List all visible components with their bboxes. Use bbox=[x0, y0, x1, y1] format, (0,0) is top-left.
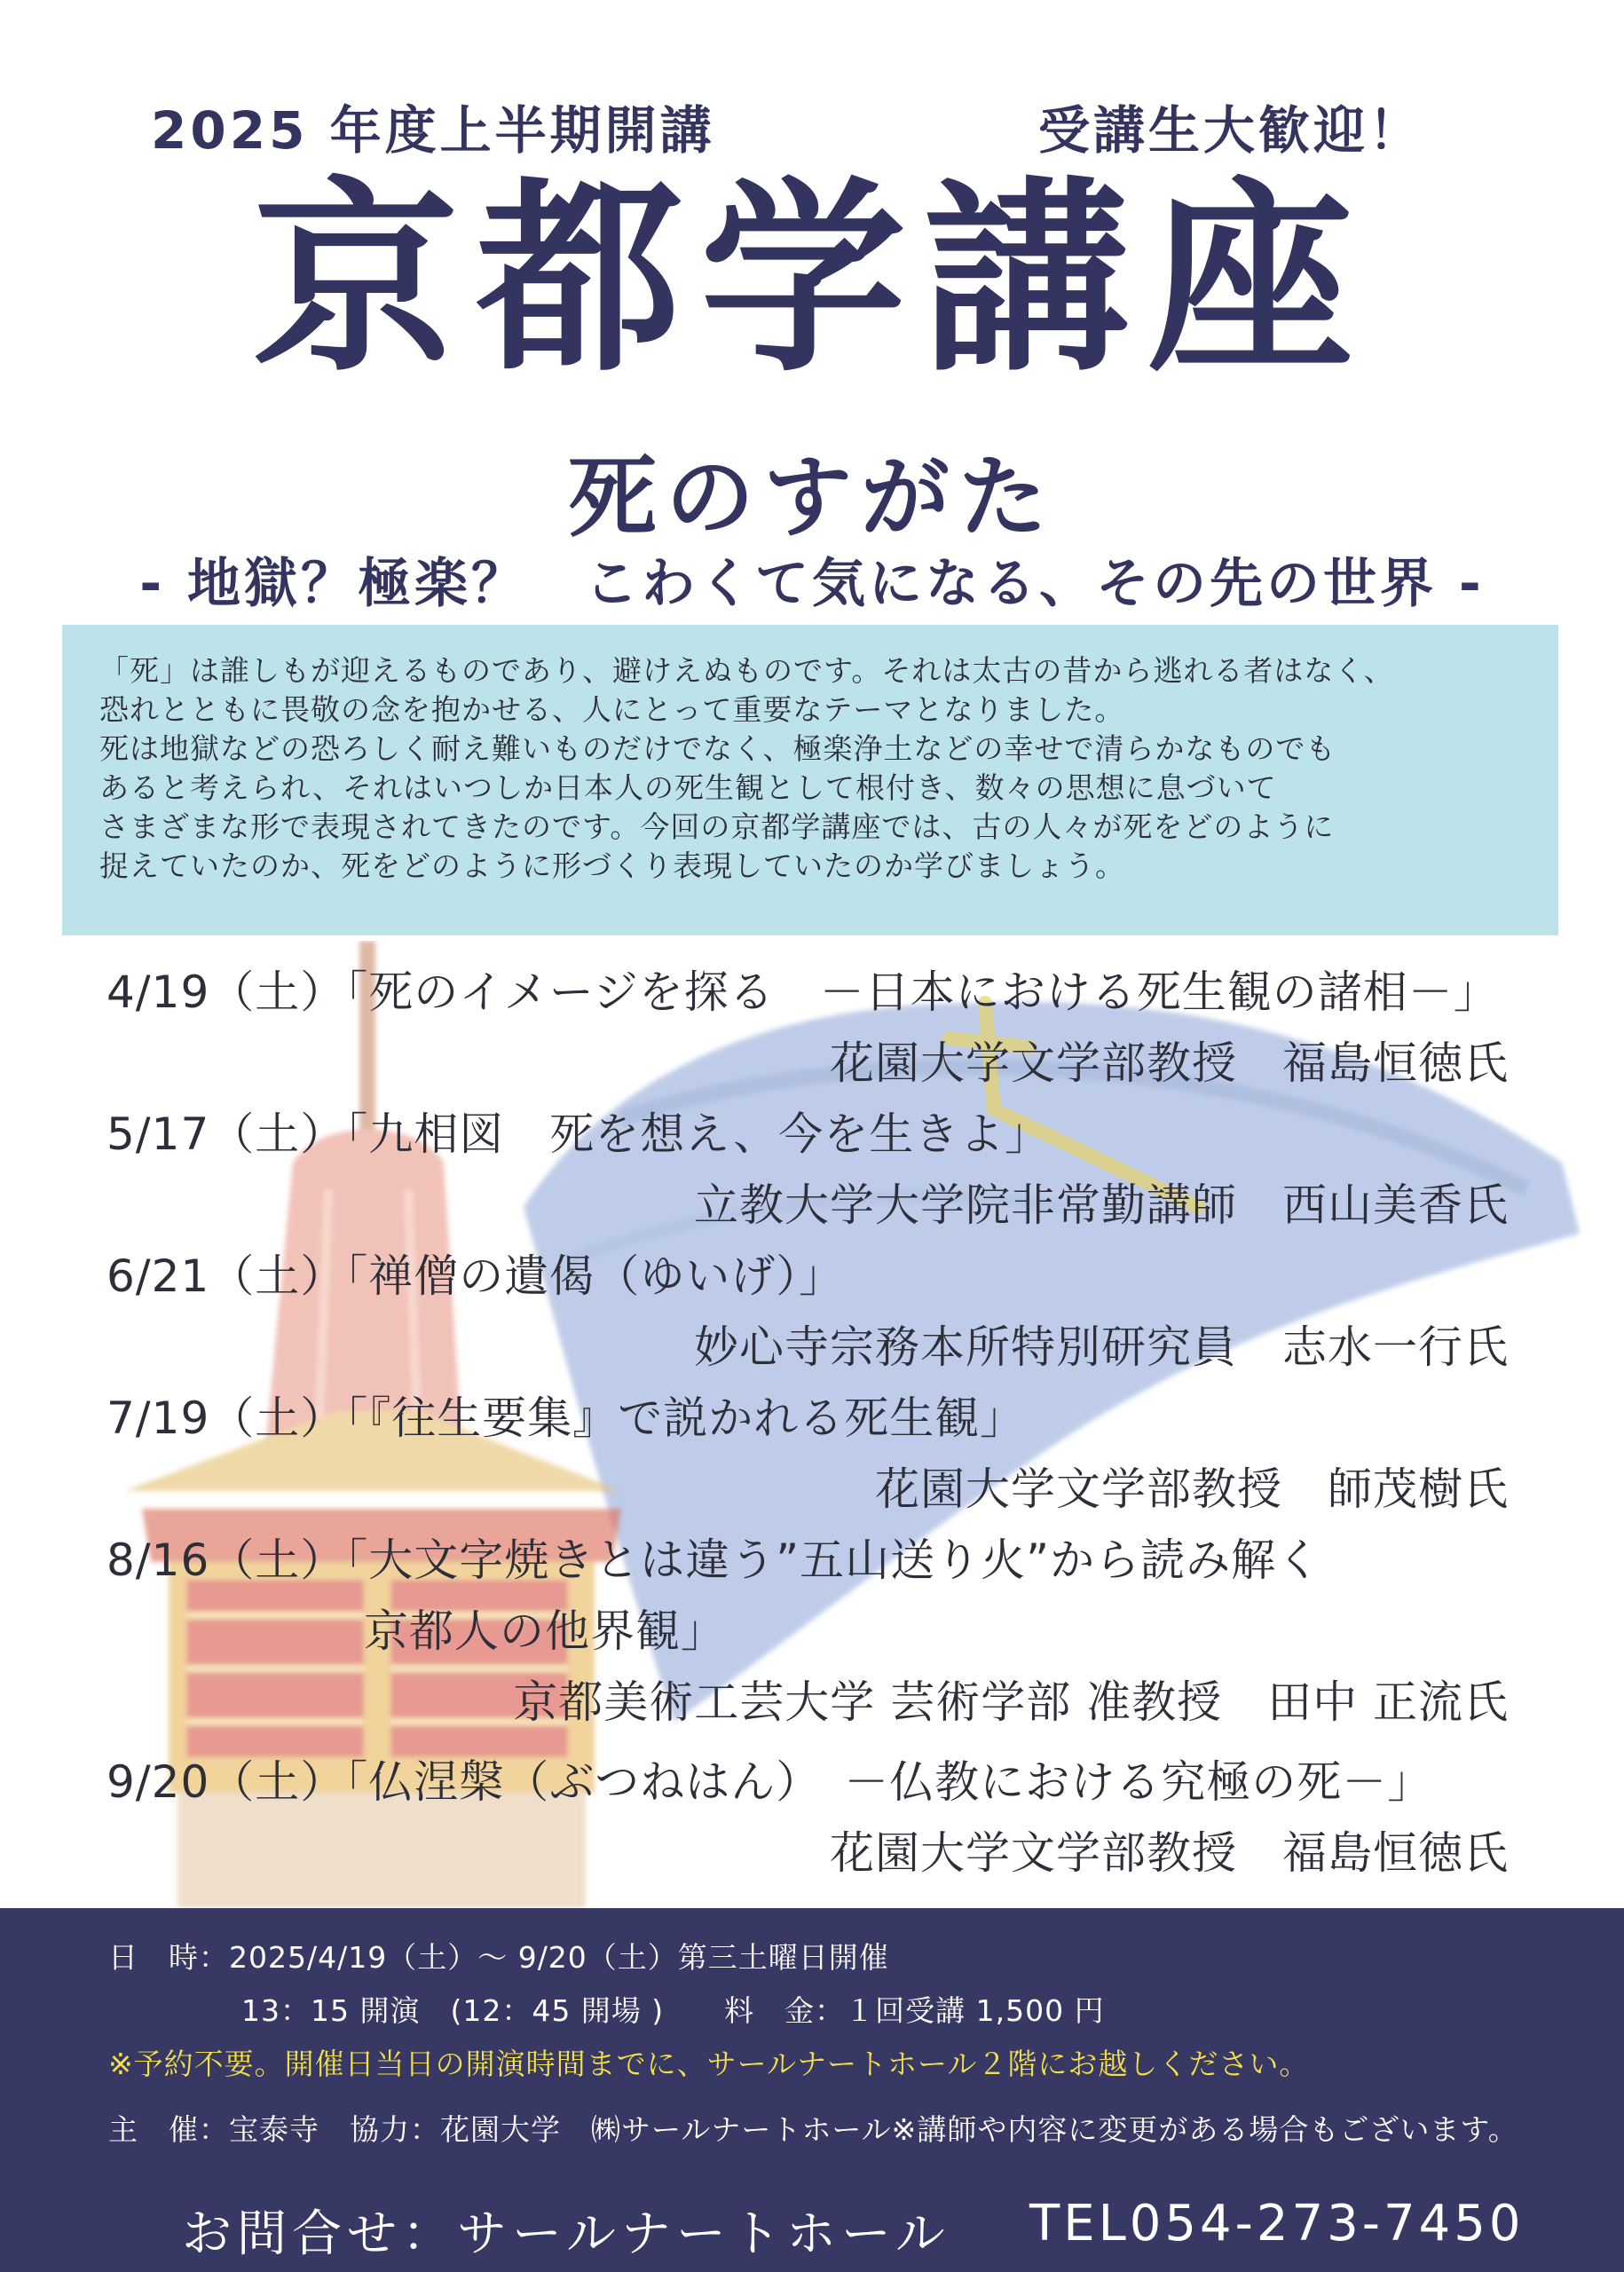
page-title: 京都学講座 bbox=[252, 160, 1371, 399]
lecture-speaker: 妙心寺宗務本所特別研究員 志水一行氏 bbox=[694, 1321, 1509, 1373]
term-label: 2025 年度上半期開講 bbox=[151, 100, 715, 161]
lecture-speaker: 花園大学文学部教授 福島恒徳氏 bbox=[830, 1037, 1509, 1089]
event-notice: ※予約不要。開催日当日の開演時間までに、サールナートホール２階にお越しください。 bbox=[108, 2047, 1310, 2081]
lecture-speaker: 花園大学文学部教授 師茂樹氏 bbox=[875, 1463, 1509, 1515]
intro-line: 死は地獄などの恐ろしく耐え難いものだけでなく、極楽浄土などの幸せで清らかなものでも bbox=[99, 731, 1336, 766]
welcome-label: 受講生大歓迎！ bbox=[1038, 100, 1424, 161]
event-time-fee: 13：15 開演 (12：45 開場 ) 料 金：１回受講 1,500 円 bbox=[241, 1993, 1105, 2028]
info-panel bbox=[0, 1908, 1624, 2272]
lecture-speaker: 京都美術工芸大学 芸術学部 准教授 田中 正流氏 bbox=[513, 1676, 1509, 1728]
tagline: - 地獄？極楽？ こわくて気になる、その先の世界 - bbox=[139, 553, 1485, 615]
lecture-title: 8/16（土）「大文字焼きとは違う”五山送り火”から読み解く bbox=[106, 1534, 1322, 1586]
intro-line: 「死」は誰しもが迎えるものであり、避けえぬものです。それは太古の昔から逃れる者はなく、 bbox=[99, 653, 1394, 688]
contact-label: お問合せ：サールナートホール bbox=[182, 2205, 950, 2263]
lecture-title: 5/17（土）「九相図 死を想え、今を生きよ」 bbox=[106, 1108, 1051, 1160]
contact-phone: TEL054-273-7450 bbox=[1029, 2195, 1525, 2252]
lecture-title: 9/20（土）「仏涅槃（ぶつねはん） －仏教における究極の死－」 bbox=[106, 1756, 1433, 1808]
lecture-title: 7/19（土）「『往生要集』で説かれる死生観」 bbox=[106, 1392, 1026, 1444]
lecture-speaker: 花園大学文学部教授 福島恒徳氏 bbox=[830, 1827, 1509, 1879]
intro-line: 捉えていたのか、死をどのように形づくり表現していたのか学びましょう。 bbox=[99, 848, 1125, 883]
lecture-speaker: 立教大学大学院非常勤講師 西山美香氏 bbox=[694, 1179, 1509, 1231]
lecture-title: 6/21（土）「禅僧の遺偈（ゆいげ）」 bbox=[106, 1250, 845, 1302]
lecture-title-continued: 京都人の他界観」 bbox=[364, 1605, 726, 1657]
intro-line: さまざまな形で表現されてきたのです。今回の京都学講座では、古の人々が死をどのように bbox=[99, 809, 1335, 844]
intro-box bbox=[62, 625, 1558, 935]
lecture-title: 4/19（土）「死のイメージを探る －日本における死生観の諸相－」 bbox=[106, 966, 1499, 1018]
intro-line: 恐れとともに畏敬の念を抱かせる、人にとって重要なテーマとなりました。 bbox=[99, 692, 1125, 727]
event-organizer: 主 催：宝泰寺 協力：花園大学 ㈱サールナートホール※講師や内容に変更がある場合もございます。 bbox=[108, 2112, 1518, 2147]
page-subtitle: 死のすがた bbox=[568, 446, 1056, 549]
intro-line: あると考えられ、それはいつしか日本人の死生観として根付き、数々の思想に息づいて bbox=[99, 770, 1277, 805]
event-datetime: 日 時：2025/4/19（土）～ 9/20（土）第三土曜日開催 bbox=[108, 1940, 889, 1975]
